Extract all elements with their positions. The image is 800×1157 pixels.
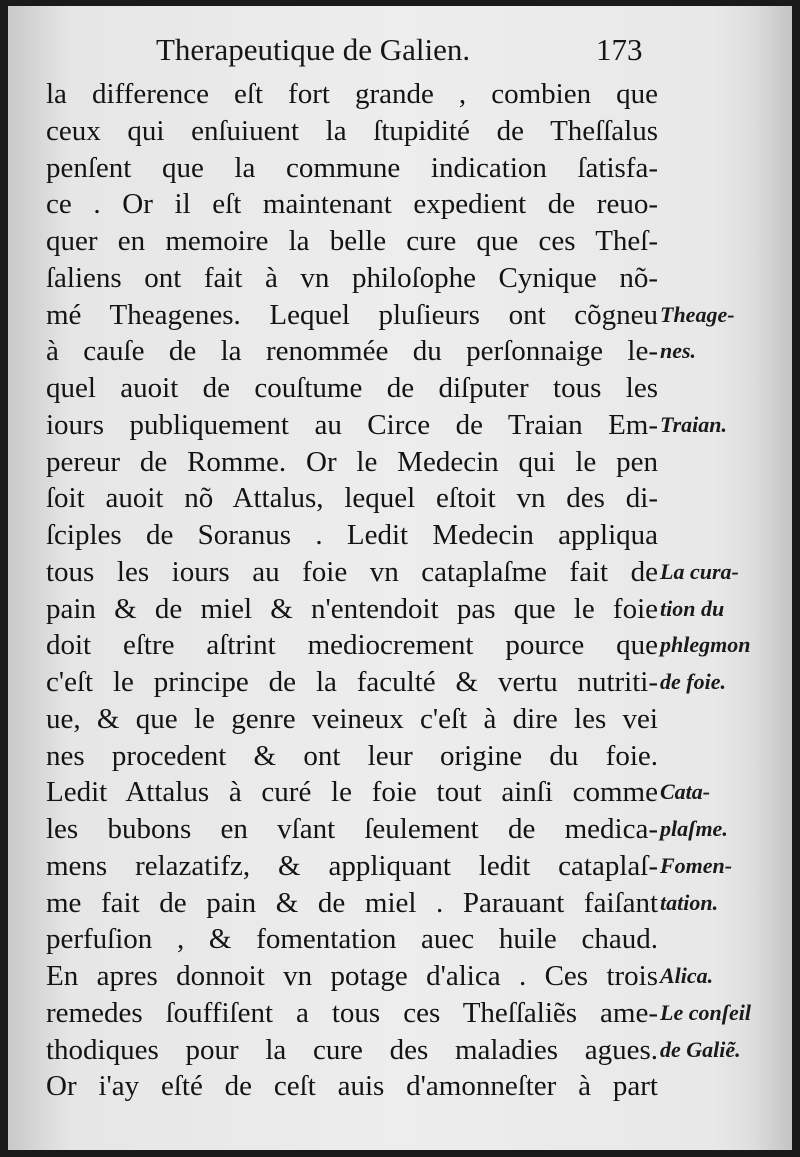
text-line: Or i'ay eſté de ceſt auis d'amonneſter à part xyxy=(46,1070,658,1103)
margin-note: tion du xyxy=(660,595,725,621)
book-page xyxy=(8,6,792,1150)
page-gutter-shadow xyxy=(752,6,792,1150)
text-line: mens relazatifz, & appliquant ledit cataplaſ- xyxy=(46,849,658,882)
text-line: ue, & que le genre veineux c'eſt à dire les vei xyxy=(46,702,658,735)
running-head xyxy=(8,32,792,72)
running-head-title: Therapeutique de Galien. xyxy=(156,32,471,67)
margin-note: Alica. xyxy=(660,963,714,988)
margin-note: de Galiẽ. xyxy=(660,1036,741,1062)
text-line: ſoit auoit nõ Attalus, lequel eſtoit vn des di- xyxy=(46,482,658,515)
text-line: pereur de Romme. Or le Medecin qui le pen xyxy=(46,445,658,478)
text-line: ſaliens ont fait à vn philoſophe Cynique nõ- xyxy=(46,261,658,294)
margin-note: Le conſeil xyxy=(660,999,752,1025)
text-line: ſciples de Soranus . Ledit Medecin appliqua xyxy=(46,519,658,551)
margin-note: de foie. xyxy=(660,669,726,694)
margin-note: Traian. xyxy=(660,411,728,437)
text-line: quer en memoire la belle cure que ces Theſ- xyxy=(46,225,658,257)
text-line: ce . Or il eſt maintenant expedient de reuo- xyxy=(46,188,658,221)
text-line: mé Theagenes. Lequel pluſieurs ont cõgneu xyxy=(46,298,658,331)
margin-note: tation. xyxy=(660,889,719,915)
margin-note: La cura- xyxy=(660,558,739,584)
text-line: c'eſt le principe de la faculté & vertu nutriti- xyxy=(46,666,658,698)
body-text xyxy=(46,76,658,1105)
text-line: à cauſe de la renommée du perſonnaige le- xyxy=(46,335,658,368)
text-line: Ledit Attalus à curé le foie tout ainſi comme xyxy=(46,776,658,809)
text-line: ceux qui enſuiuent la ſtupidité de Theſſalus xyxy=(46,114,658,147)
text-line: thodiques pour la cure des maladies agues. xyxy=(46,1033,658,1066)
margin-note: plaſme. xyxy=(660,816,728,841)
margin-note: nes. xyxy=(660,338,697,364)
text-line: doit eſtre aſtrint mediocrement pource que xyxy=(46,629,658,662)
margin-note: Fomen- xyxy=(660,852,733,878)
text-line: penſent que la commune indication ſatisfa- xyxy=(46,151,658,184)
margin-note: Cata- xyxy=(660,779,711,805)
text-line: tous les iours au foie vn cataplaſme fait de xyxy=(46,555,658,588)
text-line: perfuſion , & fomentation auec huile chaud. xyxy=(46,923,658,956)
margin-note: phlegmon xyxy=(660,632,751,658)
text-line: me fait de pain & de miel . Parauant faiſant xyxy=(46,886,658,919)
text-line: iours publiquement au Circe de Traian Em- xyxy=(46,408,658,441)
page-number: 173 xyxy=(596,32,643,67)
text-line: nes procedent & ont leur origine du foie. xyxy=(46,739,658,772)
text-line: les bubons en vſant ſeulement de medica- xyxy=(46,813,658,845)
text-line: pain & de miel & n'entendoit pas que le foie xyxy=(46,592,658,625)
text-line: remedes ſouffiſent a tous ces Theſſaliẽs ame- xyxy=(46,996,658,1029)
text-line: En apres donnoit vn potage d'alica . Ces trois xyxy=(46,960,658,992)
margin-note: Theage- xyxy=(660,301,735,327)
text-line: la difference eſt fort grande , combien que xyxy=(46,78,658,110)
text-line: quel auoit de couſtume de diſputer tous les xyxy=(46,372,658,404)
